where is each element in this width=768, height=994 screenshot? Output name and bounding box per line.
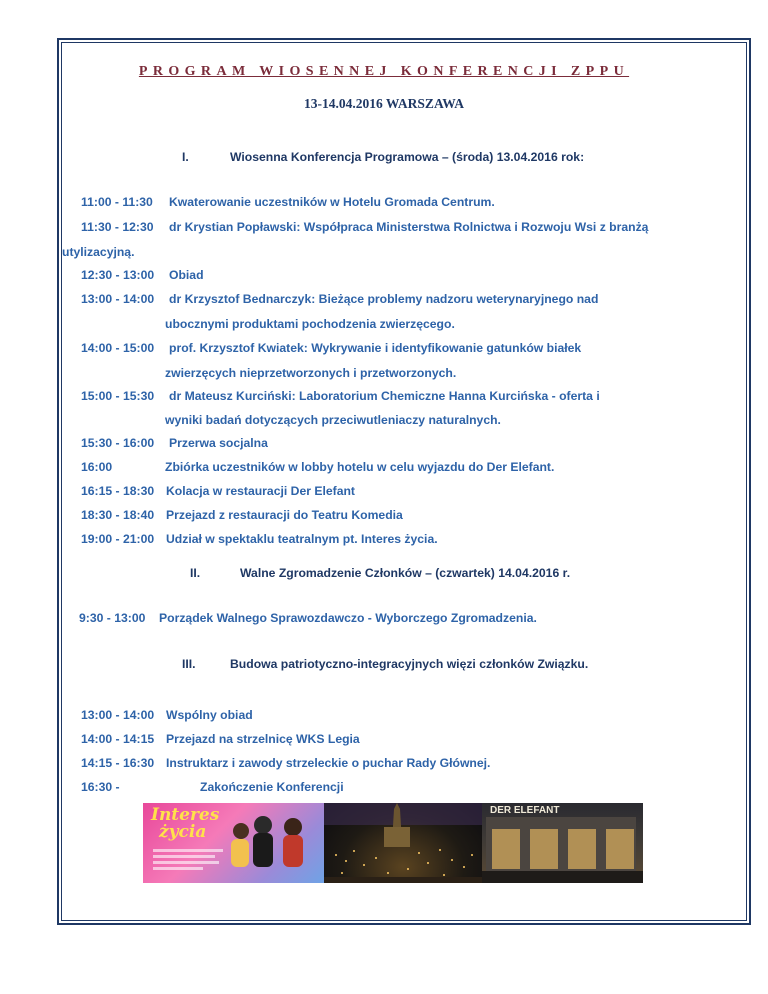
schedule-item: Udział w spektaklu teatralnym pt. Interes życia.	[166, 532, 438, 546]
schedule-item: Wspólny obiad	[166, 708, 253, 722]
schedule-time: 13:00 - 14:00	[81, 708, 155, 722]
schedule-item: Kwaterowanie uczestników w Hotelu Gromada Centrum.	[169, 195, 495, 209]
document-title: PROGRAM WIOSENNEJ KONFERENCJI ZPPU	[138, 64, 630, 79]
section-1-number: I.	[182, 150, 189, 164]
schedule-item: Zakończenie Konferencji	[200, 780, 344, 794]
page-border-inner	[61, 42, 747, 921]
document-subtitle: 13-14.04.2016 WARSZAWA	[304, 96, 464, 111]
schedule-item: prof. Krzysztof Kwiatek: Wykrywanie i identyfikowanie gatunków białek	[169, 341, 582, 355]
schedule-time: 16:30 -	[81, 780, 120, 794]
schedule-time: 14:00 - 15:00	[81, 341, 155, 355]
section-3-number: III.	[182, 657, 196, 671]
warsaw-night-image	[324, 803, 482, 883]
der-elefant-restaurant-image	[482, 803, 643, 883]
schedule-time: 13:00 - 14:00	[81, 292, 155, 306]
theatre-poster-image	[143, 803, 324, 883]
section-3-heading: Budowa patriotyczno-integracyjnych więzi członków Związku.	[230, 657, 589, 671]
schedule-item-continued: ubocznymi produktami pochodzenia zwierzęcego.	[165, 317, 455, 331]
schedule-item: Przejazd na strzelnicę WKS Legia	[166, 732, 360, 746]
poster-title-line-1: Interes	[151, 805, 220, 825]
schedule-item: dr Krzysztof Bednarczyk: Bieżące problemy nadzoru weterynaryjnego nad	[169, 292, 599, 306]
schedule-time: 11:30 - 12:30	[81, 220, 154, 234]
section-1-heading: Wiosenna Konferencja Programowa – (środa) 13.04.2016 rok:	[230, 150, 585, 164]
schedule-time: 14:15 - 16:30	[81, 756, 155, 770]
schedule-item: dr Mateusz Kurciński: Laboratorium Chemiczne Hanna Kurcińska - oferta i	[169, 389, 600, 403]
schedule-item: Przejazd z restauracji do Teatru Komedia	[166, 508, 403, 522]
schedule-time: 12:30 - 13:00	[81, 268, 155, 282]
schedule-item-continued: utylizacyjną.	[62, 245, 135, 259]
schedule-item: Kolacja w restauracji Der Elefant	[166, 484, 355, 498]
schedule-time: 9:30 - 13:00	[79, 611, 146, 625]
schedule-item: Przerwa socjalna	[169, 436, 268, 450]
section-2-heading: Walne Zgromadzenie Członków – (czwartek) 14.04.2016 r.	[240, 566, 571, 580]
schedule-item: dr Krystian Popławski: Współpraca Ministerstwa Rolnictwa i Rozwoju Wsi z branżą	[169, 220, 649, 234]
schedule-item: Instruktarz i zawody strzeleckie o puchar Rady Głównej.	[166, 756, 491, 770]
schedule-time: 11:00 - 11:30	[81, 195, 153, 209]
schedule-time: 16:15 - 18:30	[81, 484, 155, 498]
section-2-number: II.	[190, 566, 201, 580]
schedule-time: 19:00 - 21:00	[81, 532, 155, 546]
schedule-item-continued: wyniki badań dotyczących przeciwutleniaczy naturalnych.	[165, 413, 501, 427]
poster-title-line-2: życia	[159, 822, 207, 842]
schedule-time: 15:00 - 15:30	[81, 389, 155, 403]
schedule-item: Obiad	[169, 268, 204, 282]
schedule-item: Zbiórka uczestników w lobby hotelu w celu wyjazdu do Der Elefant.	[165, 460, 555, 474]
schedule-time: 18:30 - 18:40	[81, 508, 155, 522]
schedule-time: 15:30 - 16:00	[81, 436, 155, 450]
schedule-item: Porządek Walnego Sprawozdawczo - Wyborczego Zgromadzenia.	[159, 611, 537, 625]
schedule-time: 16:00	[81, 460, 113, 474]
cafe-sign-text: DER ELEFANT	[490, 805, 560, 816]
schedule-time: 14:00 - 14:15	[81, 732, 155, 746]
schedule-item-continued: zwierzęcych nieprzetworzonych i przetworzonych.	[165, 366, 457, 380]
